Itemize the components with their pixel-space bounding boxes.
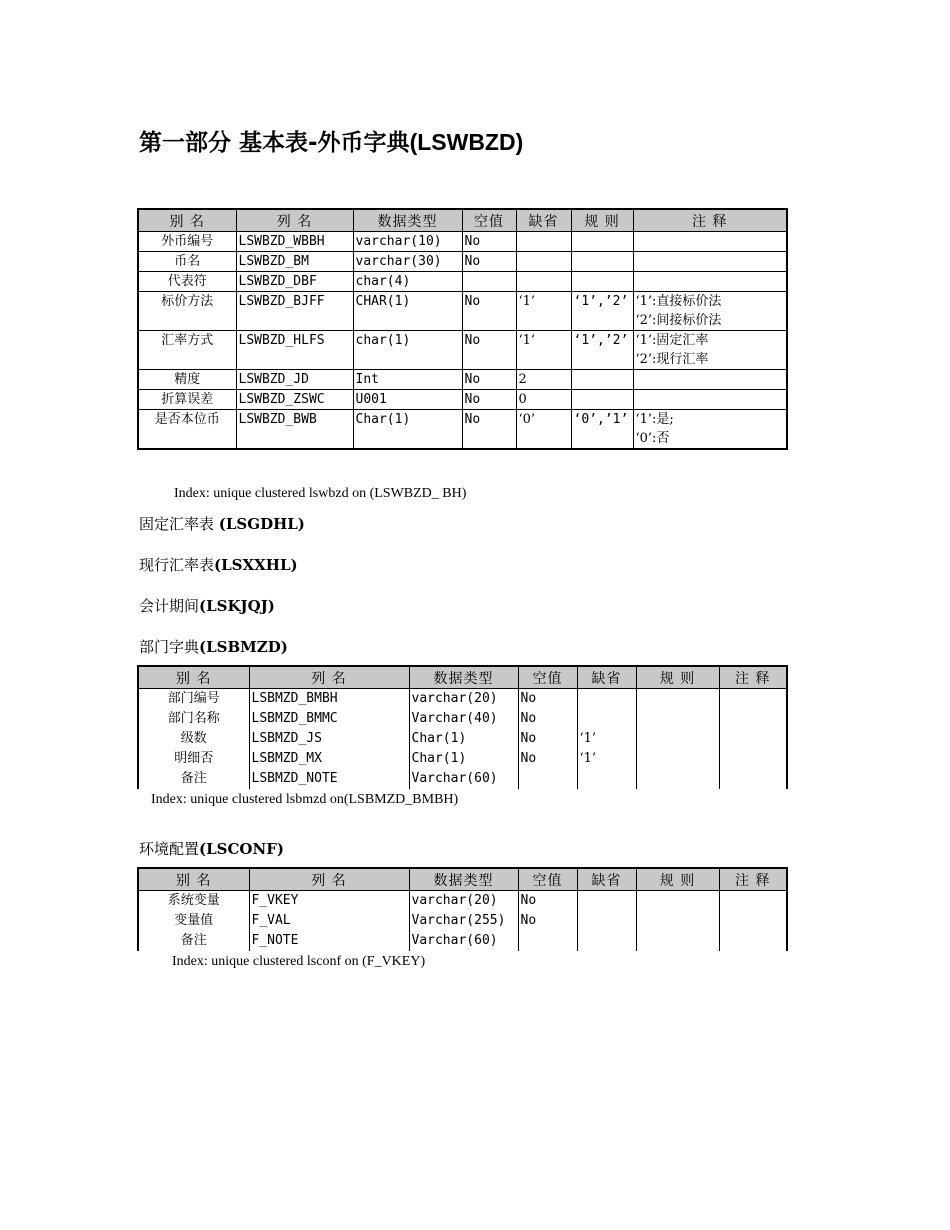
cell-alias: 备注 — [138, 769, 249, 789]
cell-comment: ‘1’:固定汇率 ‘2’:现行汇率 — [633, 331, 787, 370]
table-row — [138, 272, 787, 292]
cell-default — [577, 769, 636, 789]
cell-datatype: varchar(20) — [409, 689, 518, 710]
header-comment: 注 释 — [633, 209, 787, 232]
cell-comment — [719, 931, 787, 951]
table3-body — [138, 891, 787, 952]
cell-datatype: U001 — [353, 390, 462, 410]
header-alias: 别 名 — [138, 666, 249, 689]
header-datatype: 数据类型 — [409, 868, 518, 891]
cell-datatype: char(1) — [353, 331, 462, 370]
header-comment: 注 释 — [719, 666, 787, 689]
section-lsgdhl-code: (LSGDHL) — [218, 515, 305, 533]
cell-nullable: No — [462, 292, 516, 331]
table-row — [138, 331, 787, 370]
table-row — [138, 689, 787, 710]
section-lskjqj-code: (LSKJQJ) — [199, 597, 275, 615]
table-header-row — [138, 868, 787, 891]
header-alias: 别 名 — [138, 209, 236, 232]
department-dictionary-table — [137, 665, 788, 789]
cell-rule — [571, 370, 633, 390]
cell-nullable: No — [518, 891, 577, 912]
table-row — [138, 390, 787, 410]
cell-nullable: No — [518, 749, 577, 769]
cell-comment: ‘1’:是; ‘0’:否 — [633, 410, 787, 450]
cell-alias: 外币编号 — [138, 232, 236, 252]
cell-comment — [719, 689, 787, 710]
cell-datatype: Varchar(60) — [409, 931, 518, 951]
cell-default — [577, 709, 636, 729]
cell-default: ‘1’ — [516, 292, 571, 331]
cell-alias: 代表符 — [138, 272, 236, 292]
page-title — [139, 124, 523, 157]
section-lsconf-code: (LSCONF) — [199, 840, 284, 858]
section-lsconf — [139, 838, 284, 859]
section-lskjqj — [139, 595, 275, 616]
table-row — [138, 729, 787, 749]
cell-rule — [636, 749, 719, 769]
section-lsbmzd-cn: 部门字典 — [139, 638, 200, 656]
cell-rule — [571, 252, 633, 272]
cell-column: LSWBZD_BJFF — [236, 292, 353, 331]
header-nullable: 空值 — [518, 868, 577, 891]
header-datatype: 数据类型 — [409, 666, 518, 689]
table1-index: Index: unique clustered lswbzd on (LSWBZD_ BH) — [174, 486, 467, 501]
header-rule: 规 则 — [636, 666, 719, 689]
cell-datatype: Varchar(255) — [409, 911, 518, 931]
cell-default — [516, 252, 571, 272]
cell-nullable: No — [462, 410, 516, 450]
cell-nullable — [518, 769, 577, 789]
table-header-row — [138, 209, 787, 232]
cell-datatype: Varchar(60) — [409, 769, 518, 789]
cell-comment — [719, 709, 787, 729]
cell-rule: ‘0’,’1’ — [571, 410, 633, 450]
cell-rule: ‘1’,’2’ — [571, 292, 633, 331]
cell-column: LSWBZD_BM — [236, 252, 353, 272]
cell-alias: 系统变量 — [138, 891, 249, 912]
cell-rule — [571, 232, 633, 252]
cell-alias: 部门编号 — [138, 689, 249, 710]
cell-column: LSWBZD_HLFS — [236, 331, 353, 370]
cell-default — [516, 272, 571, 292]
section-lsconf-cn: 环境配置 — [139, 840, 200, 858]
cell-column: LSWBZD_BWB — [236, 410, 353, 450]
table-row — [138, 292, 787, 331]
cell-nullable: No — [518, 689, 577, 710]
cell-rule — [571, 390, 633, 410]
cell-nullable — [518, 931, 577, 951]
cell-column: F_VKEY — [249, 891, 409, 912]
cell-rule — [636, 931, 719, 951]
cell-comment — [633, 232, 787, 252]
table3-index: Index: unique clustered lsconf on (F_VKEY) — [172, 954, 426, 969]
cell-datatype: Int — [353, 370, 462, 390]
cell-nullable: No — [462, 331, 516, 370]
section-lsxxhl-cn: 现行汇率表 — [139, 556, 215, 574]
cell-comment — [633, 252, 787, 272]
section-lskjqj-cn: 会计期间 — [139, 597, 200, 615]
header-nullable: 空值 — [518, 666, 577, 689]
cell-nullable: No — [462, 232, 516, 252]
table2-index: Index: unique clustered lsbmzd on(LSBMZD_BMBH) — [151, 792, 459, 807]
cell-comment: ‘1’:直接标价法 ‘2’:间接标价法 — [633, 292, 787, 331]
table3-header — [138, 868, 787, 891]
cell-rule — [636, 769, 719, 789]
header-alias: 别 名 — [138, 868, 249, 891]
cell-alias: 级数 — [138, 729, 249, 749]
header-column: 列 名 — [236, 209, 353, 232]
header-default: 缺省 — [516, 209, 571, 232]
header-nullable: 空值 — [462, 209, 516, 232]
cell-rule — [636, 689, 719, 710]
cell-default — [516, 232, 571, 252]
cell-alias: 标价方法 — [138, 292, 236, 331]
header-rule: 规 则 — [636, 868, 719, 891]
cell-comment — [719, 911, 787, 931]
cell-alias: 是否本位币 — [138, 410, 236, 450]
table-row — [138, 891, 787, 912]
cell-alias: 备注 — [138, 931, 249, 951]
table-row — [138, 709, 787, 729]
cell-nullable: No — [518, 911, 577, 931]
title-code: (LSWBZD) — [409, 129, 524, 155]
header-default: 缺省 — [577, 868, 636, 891]
cell-alias: 折算误差 — [138, 390, 236, 410]
cell-datatype: varchar(20) — [409, 891, 518, 912]
section-lsgdhl-cn: 固定汇率表 — [139, 515, 219, 533]
cell-alias: 变量值 — [138, 911, 249, 931]
cell-rule — [636, 729, 719, 749]
cell-alias: 币名 — [138, 252, 236, 272]
header-column: 列 名 — [249, 666, 409, 689]
cell-datatype: CHAR(1) — [353, 292, 462, 331]
header-datatype: 数据类型 — [353, 209, 462, 232]
cell-default: ‘1’ — [516, 331, 571, 370]
cell-default — [577, 911, 636, 931]
header-column: 列 名 — [249, 868, 409, 891]
title-cn: 第一部分 基本表-外币字典 — [139, 130, 410, 156]
cell-datatype: Char(1) — [409, 749, 518, 769]
header-rule: 规 则 — [571, 209, 633, 232]
cell-column: LSBMZD_MX — [249, 749, 409, 769]
header-default: 缺省 — [577, 666, 636, 689]
cell-default — [577, 891, 636, 912]
cell-column: LSBMZD_BMBH — [249, 689, 409, 710]
cell-rule: ‘1’,’2’ — [571, 331, 633, 370]
section-lsbmzd — [139, 636, 288, 657]
cell-datatype: varchar(30) — [353, 252, 462, 272]
cell-column: F_VAL — [249, 911, 409, 931]
header-comment: 注 释 — [719, 868, 787, 891]
table1-body — [138, 232, 787, 450]
section-lsxxhl — [139, 554, 298, 575]
cell-nullable: No — [518, 709, 577, 729]
table-row — [138, 370, 787, 390]
cell-default: ‘1’ — [577, 729, 636, 749]
cell-column: LSWBZD_JD — [236, 370, 353, 390]
cell-default: 0 — [516, 390, 571, 410]
cell-column: F_NOTE — [249, 931, 409, 951]
cell-rule — [636, 911, 719, 931]
table1-header — [138, 209, 787, 232]
cell-comment — [719, 891, 787, 912]
cell-column: LSBMZD_BMMC — [249, 709, 409, 729]
cell-datatype: char(4) — [353, 272, 462, 292]
cell-alias: 明细否 — [138, 749, 249, 769]
cell-rule — [636, 709, 719, 729]
table-row — [138, 911, 787, 931]
table2-body — [138, 689, 787, 790]
cell-default: ‘1’ — [577, 749, 636, 769]
cell-default — [577, 931, 636, 951]
cell-default: ‘0’ — [516, 410, 571, 450]
cell-datatype: Varchar(40) — [409, 709, 518, 729]
table-row — [138, 232, 787, 252]
cell-alias: 汇率方式 — [138, 331, 236, 370]
table-row — [138, 749, 787, 769]
cell-default: 2 — [516, 370, 571, 390]
cell-datatype: varchar(10) — [353, 232, 462, 252]
table-row — [138, 769, 787, 789]
cell-datatype: Char(1) — [409, 729, 518, 749]
cell-default — [577, 689, 636, 710]
table-header-row — [138, 666, 787, 689]
cell-comment — [633, 370, 787, 390]
cell-column: LSBMZD_NOTE — [249, 769, 409, 789]
cell-comment — [719, 749, 787, 769]
cell-rule — [571, 272, 633, 292]
table-row — [138, 252, 787, 272]
cell-nullable: No — [518, 729, 577, 749]
cell-comment — [633, 272, 787, 292]
cell-column: LSBMZD_JS — [249, 729, 409, 749]
currency-dictionary-table — [137, 208, 788, 450]
cell-alias: 精度 — [138, 370, 236, 390]
cell-column: LSWBZD_ZSWC — [236, 390, 353, 410]
table-row — [138, 931, 787, 951]
cell-comment — [633, 390, 787, 410]
cell-nullable — [462, 272, 516, 292]
cell-nullable: No — [462, 252, 516, 272]
cell-nullable: No — [462, 390, 516, 410]
section-lsbmzd-code: (LSBMZD) — [199, 638, 288, 656]
cell-column: LSWBZD_DBF — [236, 272, 353, 292]
cell-datatype: Char(1) — [353, 410, 462, 450]
section-lsgdhl — [139, 513, 305, 534]
table2-header — [138, 666, 787, 689]
config-table — [137, 867, 788, 951]
section-lsxxhl-code: (LSXXHL) — [214, 556, 298, 574]
cell-comment — [719, 769, 787, 789]
cell-column: LSWBZD_WBBH — [236, 232, 353, 252]
cell-rule — [636, 891, 719, 912]
table-row — [138, 410, 787, 450]
cell-alias: 部门名称 — [138, 709, 249, 729]
cell-comment — [719, 729, 787, 749]
cell-nullable: No — [462, 370, 516, 390]
